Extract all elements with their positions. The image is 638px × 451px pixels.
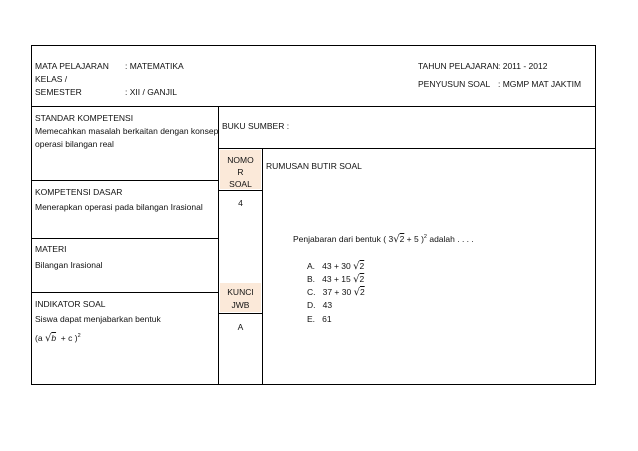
nomor-soal-value: 4 <box>238 198 243 208</box>
mapel-label: MATA PELAJARAN <box>35 61 109 71</box>
option-d: D. 43 <box>307 300 333 310</box>
question-text: Penjabaran dari bentuk ( 3√2 + 5 )$^2$ adalah . . . . <box>293 234 474 245</box>
sqrt-icon: √ <box>393 234 400 245</box>
materi-text: Bilangan Irasional <box>35 260 103 270</box>
kd-text: Menerapkan operasi pada bilangan Irasional <box>35 202 203 212</box>
kelas-label-1: KELAS / <box>35 74 68 84</box>
sk-title: STANDAR KOMPETENSI <box>35 113 134 123</box>
option-b: B. 43 + 15 √2 <box>307 274 365 285</box>
kelas-label-2: SEMESTER <box>35 87 82 97</box>
sqrt-icon: √ <box>353 261 360 272</box>
tahun-value: : 2011 - 2012 <box>498 61 548 71</box>
option-a: A. 43 + 30 √2 <box>307 261 365 272</box>
kd-title: KOMPETENSI DASAR <box>35 187 123 197</box>
sk-text-2: operasi bilangan real <box>35 139 114 149</box>
indikator-title: INDIKATOR SOAL <box>35 299 106 309</box>
sqrt-icon: √ <box>44 333 52 344</box>
mapel-value: : MATEMATIKA <box>125 61 184 71</box>
penyusun-label: PENYUSUN SOAL <box>418 79 491 89</box>
nomor-label-2: R <box>237 167 244 177</box>
option-c: C. 37 + 30 √2 <box>307 287 365 298</box>
tahun-label: TAHUN PELAJARAN <box>418 61 499 71</box>
rumusan-title: RUMUSAN BUTIR SOAL <box>266 161 362 171</box>
kunci-label-2: JWB <box>231 300 250 310</box>
kunci-label-1: KUNCI <box>227 287 254 297</box>
penyusun-value: : MGMP MAT JAKTIM <box>498 79 582 89</box>
option-e: E. 61 <box>307 314 332 324</box>
indikator-formula: (a √b + c )$^2$ <box>35 333 81 344</box>
indikator-text: Siswa dapat menjabarkan bentuk <box>35 314 161 324</box>
kelas-value: : XII / GANJIL <box>125 87 177 97</box>
nomor-label-3: SOAL <box>229 179 252 189</box>
nomor-label-1: NOMO <box>227 155 254 165</box>
kunci-value: A <box>237 322 244 332</box>
sqrt-icon: √ <box>353 274 360 285</box>
materi-title: MATERI <box>35 244 67 254</box>
buku-sumber-label: BUKU SUMBER : <box>222 121 290 131</box>
sqrt-icon: √ <box>353 287 360 298</box>
sk-text-1: Memecahkan masalah berkaitan dengan konsep <box>35 126 219 136</box>
